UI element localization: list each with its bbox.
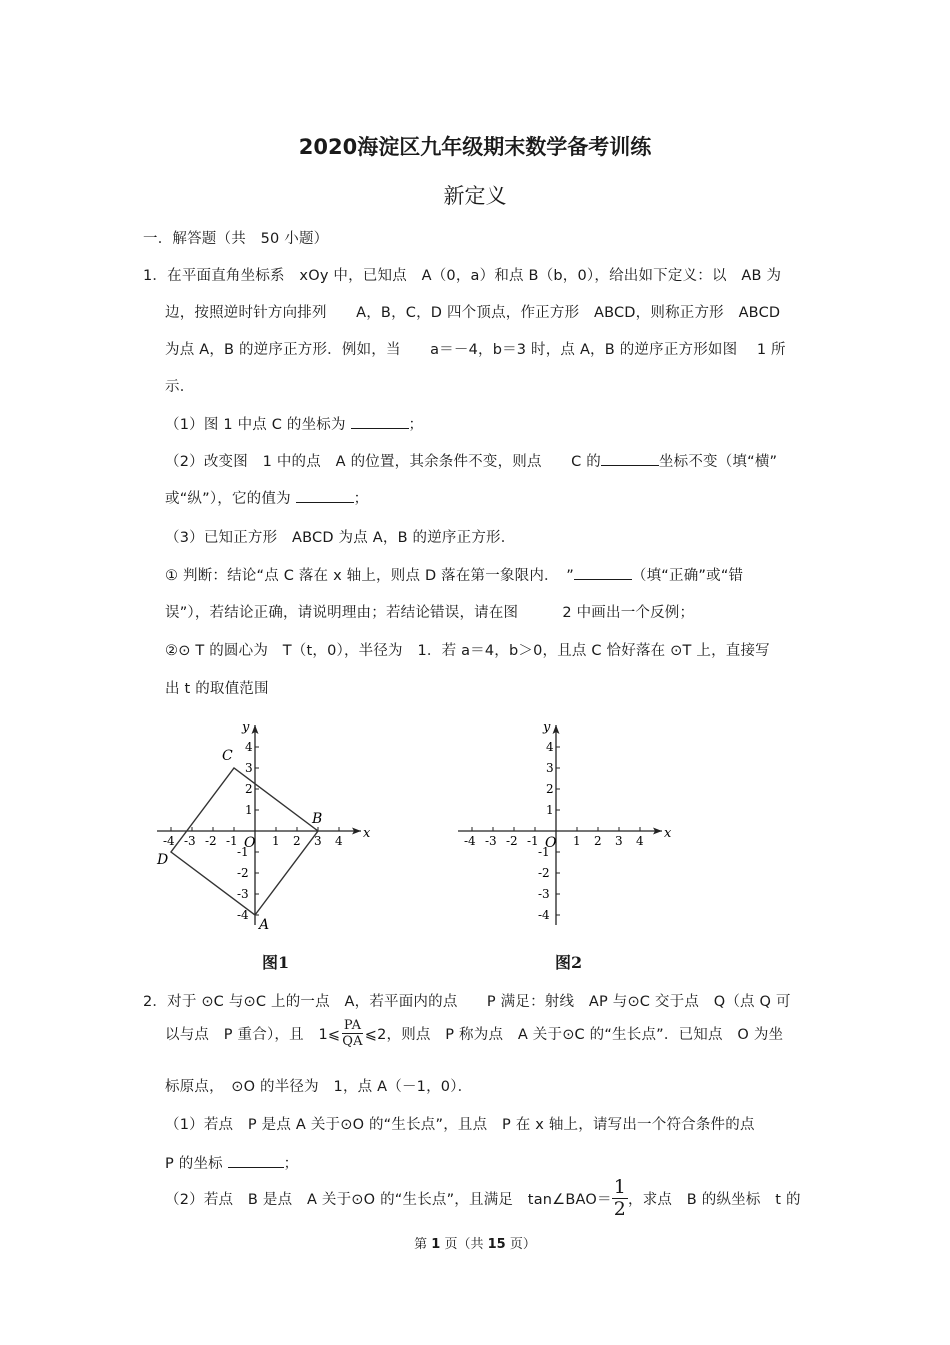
y-tick-label: -2: [237, 866, 249, 880]
q1-sub1b: 误”），若结论正确，请说明理由；若结论错误，请在图 2 中画出一个反例；: [165, 605, 695, 621]
figures-area: [157, 700, 700, 980]
footer-mid: 页（共: [444, 1237, 484, 1252]
point-label-a: A: [259, 917, 270, 933]
fraction-numerator: 1: [613, 1176, 626, 1198]
q1-sub2: ②⊙ T 的圆心为 T（t，0），半径为 1．若 a＝4，b＞0，且点 C 恰好落在 ⊙T 上，直接写: [165, 643, 770, 659]
q1-part2b-end: ；: [353, 491, 369, 507]
y-tick-label: 2: [245, 782, 253, 796]
footer-post: 页）: [509, 1237, 536, 1252]
q1-part2-end: 坐标不变（填“横”: [658, 454, 778, 470]
point-label-d: D: [157, 852, 169, 868]
q1-sub2b: 出 t 的取值范围: [165, 681, 269, 697]
q1-part1-text: （1）图 1 中点 C 的坐标为: [165, 417, 346, 433]
y-tick-label: -1: [237, 845, 249, 859]
fraction-numerator: PA: [343, 1018, 362, 1033]
q2-part1b-text: P 的坐标: [165, 1156, 223, 1172]
x-axis-label: x: [664, 826, 672, 841]
q2-part2-post: ，求点 B 的纵坐标 t 的: [628, 1192, 801, 1208]
figure-1-caption: 图1: [262, 953, 290, 972]
q1-part2: [165, 450, 777, 471]
x-axis-label: x: [363, 826, 371, 841]
x-tick-label: -2: [506, 834, 518, 848]
x-tick-label: -1: [226, 834, 238, 848]
origin-label: O: [244, 835, 256, 851]
y-tick-label: -4: [237, 908, 249, 922]
y-tick-label: -3: [538, 887, 550, 901]
q2-part1b: [165, 1152, 298, 1173]
q1-sub1: [165, 564, 743, 585]
q1-line-3: 为点 A，B 的逆序正方形．例如，当 a＝－4，b＝3 时，点 A，B 的逆序正方形如图 1 所: [165, 342, 786, 358]
q1-part1-end: ；: [408, 417, 424, 433]
ratio-fraction: [340, 1019, 364, 1048]
y-tick-label: -4: [538, 908, 550, 922]
q1-sub1-end: （填“正确”或“错: [631, 568, 744, 584]
y-tick-label: 1: [245, 803, 253, 817]
x-tick-label: -1: [527, 834, 539, 848]
document-title: 2020海淀区九年级期末数学备考训练: [298, 135, 652, 159]
answer-blank[interactable]: [601, 451, 659, 466]
x-tick-label: 2: [293, 834, 301, 848]
x-tick-label: 4: [636, 834, 644, 848]
page-number: 1: [431, 1237, 441, 1252]
fraction-denominator: 2: [613, 1198, 626, 1220]
y-tick-label: 3: [546, 761, 554, 775]
footer-pre: 第: [414, 1237, 428, 1252]
q1-part2b: [165, 487, 368, 508]
q2-part2: [165, 1178, 801, 1219]
answer-blank[interactable]: [228, 1153, 284, 1168]
fraction-denominator: QA: [342, 1034, 363, 1049]
page-footer: [0, 1233, 950, 1252]
q2-line-2: [165, 1019, 783, 1048]
x-tick-label: 3: [314, 834, 322, 848]
q1-sub1-text: ① 判断：结论“点 C 落在 x 轴上，则点 D 落在第一象限内． ”: [165, 568, 574, 584]
q1-line-2: 边，按照逆时针方向排列 A，B，C，D 四个顶点，作正方形 ABCD，则称正方形 ABCD: [165, 305, 781, 321]
answer-blank[interactable]: [351, 414, 409, 429]
q2-part2-pre: （2）若点 B 是点 A 关于⊙O 的“生长点”，且满足 tan∠BAO＝: [165, 1192, 612, 1208]
document-subtitle: 新定义: [443, 184, 507, 208]
q2-part1: （1）若点 P 是点 A 关于⊙O 的“生长点”，且点 P 在 x 轴上，请写出一个符合条件的点: [165, 1117, 755, 1133]
x-tick-label: 1: [573, 834, 581, 848]
figure-2-caption: 图2: [555, 953, 583, 972]
y-axis-label: y: [543, 720, 551, 735]
answer-blank[interactable]: [574, 565, 632, 580]
x-tick-label: 2: [594, 834, 602, 848]
y-tick-label: 3: [245, 761, 253, 775]
x-tick-label: 1: [272, 834, 280, 848]
x-tick-label: 4: [335, 834, 343, 848]
q2-line-3: 标原点， ⊙O 的半径为 1，点 A（－1，0）．: [165, 1079, 473, 1095]
x-tick-label: 3: [615, 834, 623, 848]
q1-part2b-text: 或“纵”），它的值为: [165, 491, 291, 507]
answer-blank[interactable]: [296, 488, 354, 503]
q1-part2-text: （2）改变图 1 中的点 A 的位置，其余条件不变，则点 C 的: [165, 454, 601, 470]
y-tick-label: 4: [245, 740, 253, 754]
q2-line-2-pre: 以与点 P 重合），且 1⩽: [165, 1027, 341, 1043]
total-pages: 15: [487, 1237, 506, 1252]
y-tick-label: -3: [237, 887, 249, 901]
tan-fraction: [612, 1178, 628, 1219]
x-tick-label: -3: [485, 834, 497, 848]
q1-part3: （3）已知正方形 ABCD 为点 A，B 的逆序正方形．: [165, 530, 516, 546]
q2-line-2-post: ⩽2，则点 P 称为点 A 关于⊙C 的“生长点”．已知点 O 为坐: [364, 1027, 784, 1043]
figure-1: [156, 720, 371, 933]
q1-line-1: 1．在平面直角坐标系 xOy 中，已知点 A（0，a）和点 B（b，0），给出如下定义：以 AB 为: [143, 268, 782, 284]
x-tick-label: -4: [464, 834, 476, 848]
y-tick-label: 1: [546, 803, 554, 817]
x-tick-label: -4: [163, 834, 175, 848]
q2-part1b-end: ；: [283, 1156, 299, 1172]
point-label-c: C: [222, 748, 233, 764]
q2-line-1: 2．对于 ⊙C 与⊙C 上的一点 A，若平面内的点 P 满足：射线 AP 与⊙C 交于点 Q（点 Q 可: [143, 994, 791, 1010]
y-axis-label: y: [242, 720, 250, 735]
y-tick-label: 2: [546, 782, 554, 796]
x-tick-label: -3: [184, 834, 196, 848]
origin-label: O: [545, 835, 557, 851]
point-label-b: B: [312, 811, 323, 827]
section-heading: 一．解答题（共 50 小题）: [143, 231, 329, 247]
q1-part1: [165, 413, 423, 434]
y-tick-label: -1: [538, 845, 550, 859]
x-tick-label: -2: [205, 834, 217, 848]
y-tick-label: -2: [538, 866, 550, 880]
figure-2: [458, 720, 672, 925]
q1-line-4: 示．: [165, 379, 195, 395]
y-tick-label: 4: [546, 740, 554, 754]
